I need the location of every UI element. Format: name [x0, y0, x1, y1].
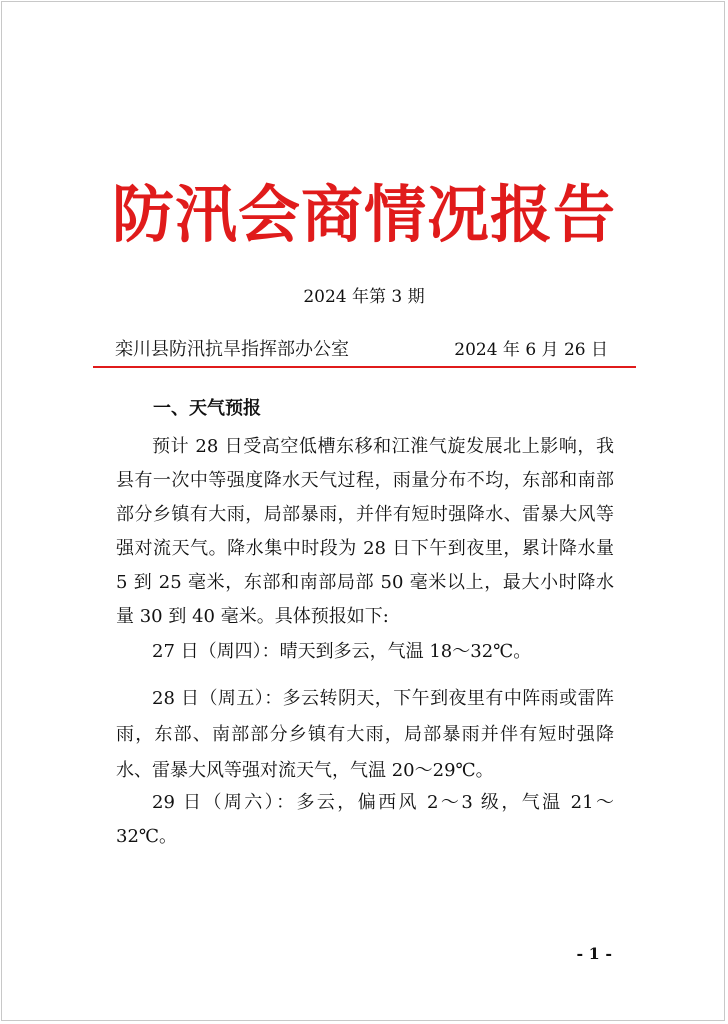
forecast-day-29: 29 日（周六）：多云，偏西风 2～3 级，气温 21～32℃。: [116, 792, 614, 847]
page-number: - 1 -: [576, 944, 612, 963]
issuing-office: 栾川县防汛抗旱指挥部办公室: [115, 339, 349, 360]
section-heading: 一、天气预报: [153, 398, 261, 419]
forecast-day-28: 28 日（周五）：多云转阴天，下午到夜里有中阵雨或雷阵雨，东部、南部部分乡镇有大雨，局部暴雨并伴有短时强降水、雷暴大风等强对流天气，气温 20～29℃。: [116, 688, 614, 781]
issue-number: 2024 年第 3 期: [303, 287, 425, 307]
issue-date: 2024 年 6 月 26 日: [454, 340, 608, 360]
forecast-summary-paragraph: 预计 28 日受高空低槽东移和江淮气旋发展北上影响，我县有一次中等强度降水天气过程，雨量分布不均，东部和南部部分乡镇有大雨，局部暴雨，并伴有短时强降水、雷暴大风等强对流天气。降水集中时段为 28 日下午到夜里，累计降水量 5 到 25 毫米，东部和南部局部 50 毫米以上，最大小时降水量 30 到 40 毫米。具体预报如下:: [116, 436, 614, 627]
report-title: 防汛会商情况报告: [111, 178, 616, 251]
forecast-day-27: 27 日（周四）：晴天到多云，气温 18～32℃。: [152, 641, 532, 662]
header-divider: [93, 366, 636, 368]
